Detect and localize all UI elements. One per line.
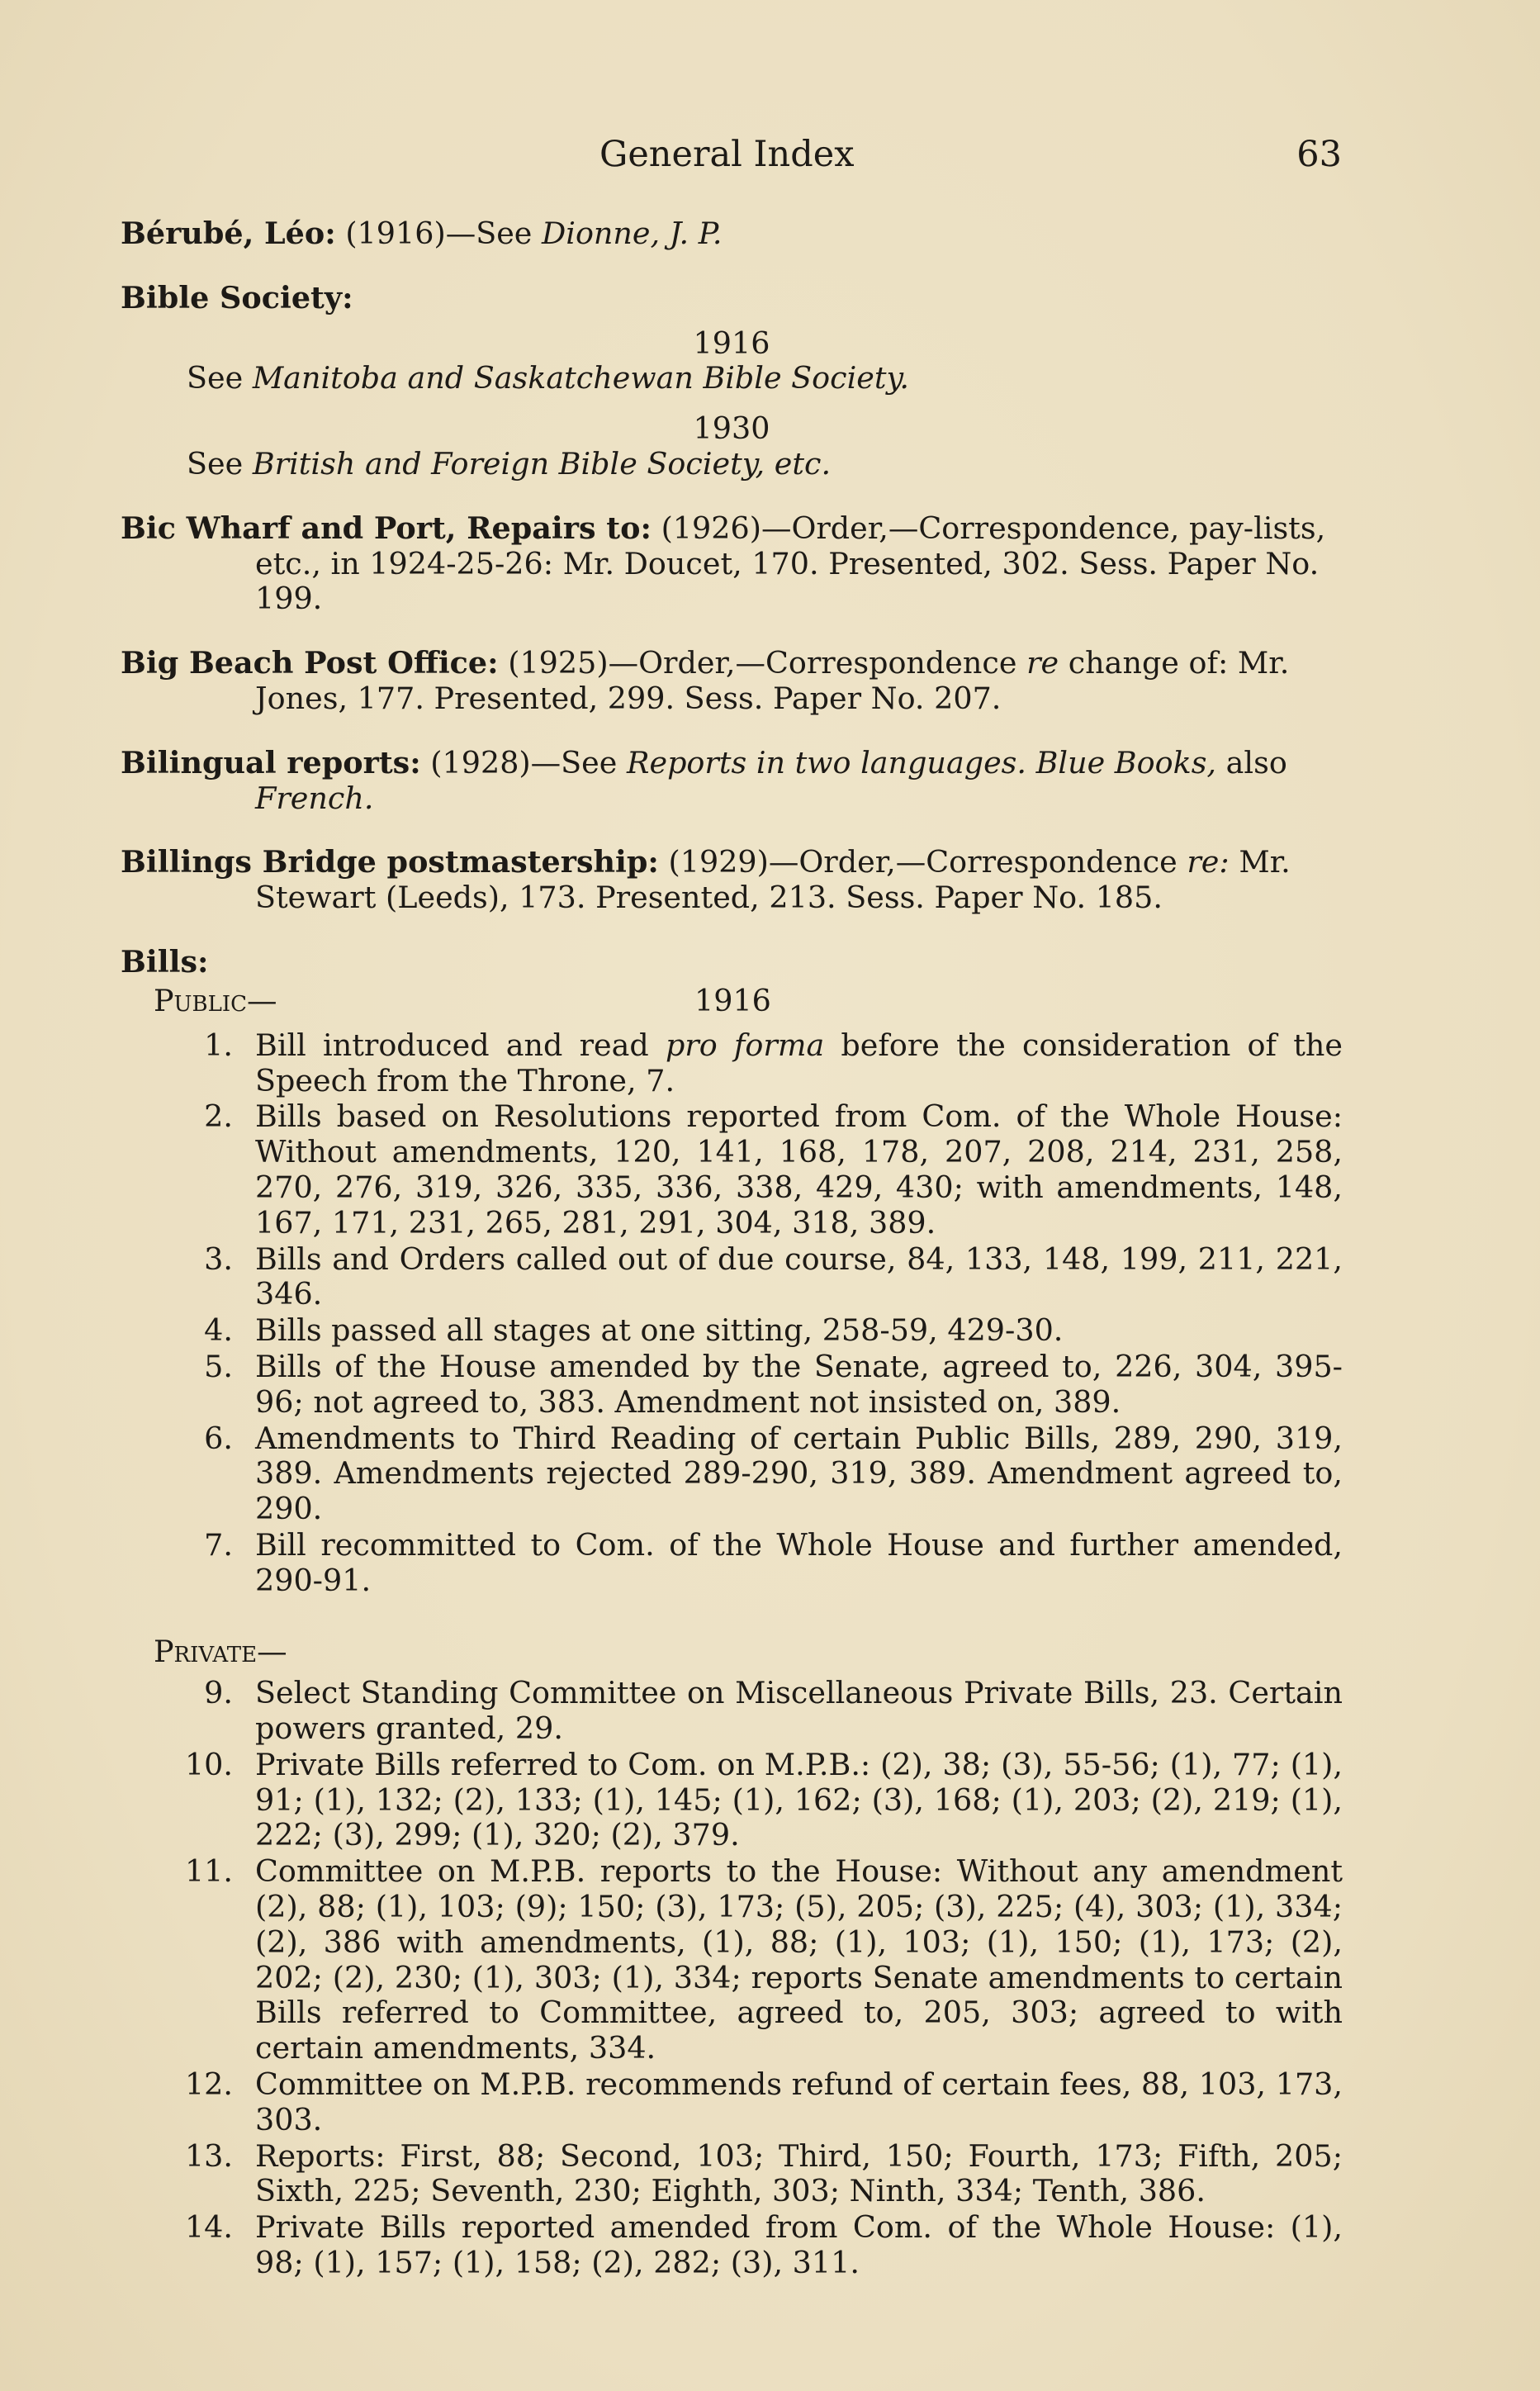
see-reference [121, 447, 1343, 482]
entry-reference: French. [255, 780, 374, 816]
list-item [121, 2067, 1343, 2138]
see-reference [121, 361, 1343, 396]
item-number: 6. [204, 1420, 233, 1456]
item-number: 9. [204, 1675, 233, 1711]
see-target: British and Foreign Bible Society, etc. [252, 445, 832, 482]
see-target: Manitoba and Saskatchewan Bible Society. [252, 360, 909, 396]
item-text: Private Bills referred to Com. on M.P.B.: (2), 38; (3), 55-56; (1), 77; (1), 91; (1), 132; (2), 133; (1), 145; (1), 162; (3), 168; (1), 203; (2), 219; (1), 222; (3), 299; (1), 320; (2), 379. [255, 1746, 1343, 1853]
item-number: 3. [204, 1241, 233, 1277]
private-bills-heading: Private— [154, 1633, 287, 1669]
list-item [121, 2210, 1343, 2281]
index-entry-bills [121, 945, 1343, 980]
entry-heading: Bérubé, Léo: [121, 216, 336, 251]
entry-text: (1929)—Order,—Correspondence [658, 844, 1187, 880]
list-item [121, 1242, 1343, 1313]
entry-italic: re: [1187, 844, 1230, 880]
entry-italic: re [1026, 645, 1059, 681]
item-text: Amendments to Third Reading of certain Public Bills, 289, 290, 319, 389. Amendments rejected 289-290, 319, 389. Amendment agreed to, 290. [255, 1420, 1343, 1527]
year-heading: 1930 [693, 410, 770, 447]
entry-reference: Dionne, J. P. [542, 216, 723, 251]
index-entry-bic-wharf [121, 511, 1343, 617]
item-number: 12. [184, 2066, 233, 2103]
item-text: Bills and Orders called out of due course, 84, 133, 148, 199, 211, 221, 346. [255, 1241, 1343, 1312]
public-year: 1916 [694, 982, 771, 1018]
entry-text: (1925)—Order,—Correspondence [498, 645, 1027, 681]
entry-text: (1928)—See [420, 744, 627, 780]
entry-text: change of: Mr. Jones, 177. Presented, 299. Sess. Paper No. 207. [255, 645, 1290, 716]
entry-text: Mr. Stewart (Leeds), 173. Presented, 213. Sess. Paper No. 185. [255, 844, 1291, 916]
list-item [121, 1676, 1343, 1747]
item-number: 5. [204, 1348, 233, 1384]
item-text: Committee on M.P.B. reports to the House: Without any amendment (2), 88; (1), 103; (9); 150; (3), 173; (5), 205; (3), 225; (4), 303; (1), 334; (2), 386 with amendments, (1), 88; (1), 103; (1), 150; (1), 173; (2), 202; (2), 230; (1), 303; (1), 334; reports Senate amendments to certain Bills referred to Committee, agreed to, 205, 303; agreed to with certain amendments, 334. [255, 1853, 1343, 2066]
list-item [121, 1350, 1343, 1421]
list-item [121, 1313, 1343, 1349]
entry-heading: Bills: [121, 943, 209, 980]
public-bills-list [121, 1028, 1343, 1599]
public-label: Public— [154, 982, 277, 1018]
list-item [121, 1748, 1343, 1853]
list-item [121, 1421, 1343, 1527]
page-number: 63 [1296, 134, 1342, 175]
public-bills-heading [121, 984, 1343, 1022]
running-title: General Index [599, 134, 855, 175]
see-label: See [187, 445, 253, 482]
item-number: 1. [204, 1027, 233, 1063]
entry-text: (1916)—See [335, 216, 542, 251]
index-entry-billings-bridge [121, 845, 1343, 916]
entry-heading: Bic Wharf and Port, Repairs to: [121, 510, 652, 546]
private-bills-list [121, 1676, 1343, 2281]
item-text: Bills passed all stages at one sitting, 258-59, 429-30. [255, 1312, 1064, 1349]
item-number: 2. [204, 1098, 233, 1135]
list-item [121, 1528, 1343, 1599]
list-item [121, 1028, 1343, 1099]
item-number: 13. [184, 2137, 233, 2174]
index-entry-bilingual [121, 746, 1343, 817]
item-text: Bills based on Resolutions reported from Com. of the Whole House: Without amendments, 120, 141, 168, 178, 207, 208, 214, 231, 258, 270, 276, 319, 326, 335, 336, 338, 429, 430; with amendments, 148, 167, 171, 231, 265, 281, 291, 304, 318, 389. [255, 1098, 1343, 1241]
index-entry-berube [121, 216, 1343, 252]
list-item [121, 1854, 1343, 2066]
item-text: Bill recommitted to Com. of the Whole House and further amended, 290-91. [255, 1526, 1343, 1598]
year-heading: 1916 [693, 325, 770, 361]
item-text: Committee on M.P.B. recommends refund of certain fees, 88, 103, 173, 303. [255, 2066, 1343, 2137]
index-content [121, 216, 1343, 2282]
entry-reference: Reports in two languages. Blue Books, [626, 744, 1217, 780]
index-entry-big-beach [121, 646, 1343, 717]
item-number: 10. [184, 1746, 233, 1782]
item-italic: pro forma [665, 1027, 825, 1063]
section-gap [121, 1600, 1343, 1634]
item-text: Reports: First, 88; Second, 103; Third, 150; Fourth, 173; Fifth, 205; Sixth, 225; Seventh, 230; Eighth, 303; Ninth, 334; Tenth, 386. [255, 2137, 1343, 2209]
list-item [121, 2139, 1343, 2210]
entry-heading: Bible Society: [121, 279, 353, 315]
item-text: Bills of the House amended by the Senate, agreed to, 226, 304, 395-96; not agreed to, 383. Amendment not insisted on, 389. [255, 1348, 1343, 1420]
item-number: 7. [204, 1526, 233, 1563]
page-header [0, 134, 1540, 175]
entry-text: (1926)—Order,—Correspondence, pay-lists, etc., in 1924-25-26: Mr. Doucet, 170. Presented, 302. Sess. Paper No. 199. [255, 510, 1326, 617]
item-number: 14. [184, 2209, 233, 2246]
item-text: Select Standing Committee on Miscellaneous Private Bills, 23. Certain powers granted, 29. [255, 1675, 1343, 1747]
entry-text: also [1216, 744, 1287, 780]
entry-heading: Big Beach Post Office: [121, 645, 499, 681]
index-entry-bible-society [121, 281, 1343, 316]
item-text: Bill introduced and read [255, 1027, 666, 1063]
list-item [121, 1099, 1343, 1241]
item-number: 4. [204, 1312, 233, 1349]
entry-heading: Billings Bridge postmastership: [121, 844, 659, 880]
see-label: See [187, 360, 253, 396]
entry-heading: Bilingual reports: [121, 744, 421, 780]
item-number: 11. [184, 1853, 233, 1890]
item-text: Private Bills reported amended from Com. of the Whole House: (1), 98; (1), 157; (1), 158; (2), 282; (3), 311. [255, 2209, 1343, 2281]
item-text: before the consideration of the Speech from the Throne, 7. [255, 1027, 1343, 1098]
